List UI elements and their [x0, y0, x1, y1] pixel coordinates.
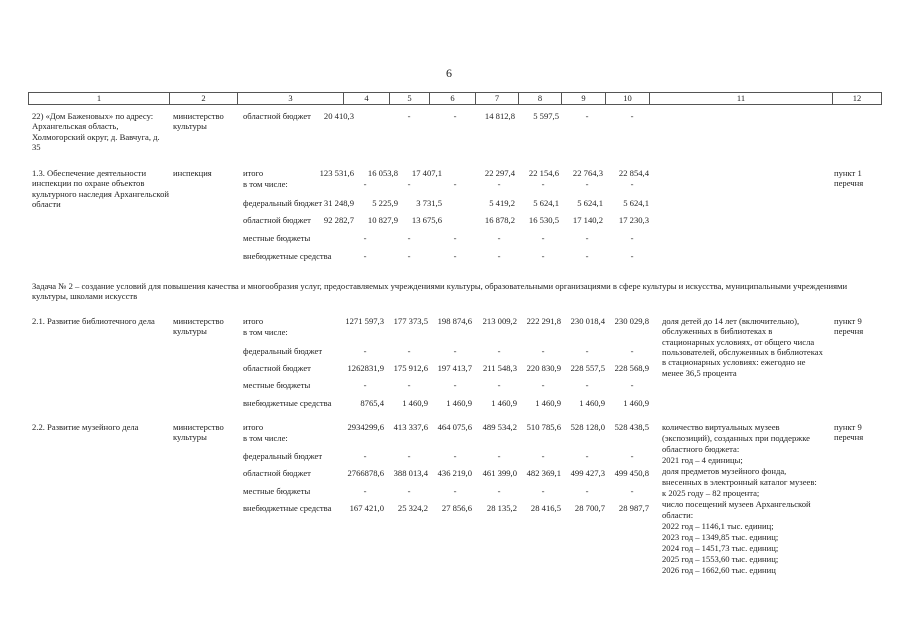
row21-mest: -	[453, 380, 457, 390]
row13-obl: 13 675,6	[411, 215, 442, 225]
row22m-obl: 436 219,0	[437, 468, 472, 478]
row22-value: 14 812,8	[484, 111, 515, 121]
row22m-mest: -	[630, 486, 634, 496]
row22m-source: в том числе:	[243, 433, 288, 443]
row22m-source: федеральный бюджет	[243, 451, 323, 461]
row21-source: итого	[243, 316, 264, 326]
row22m-indicator-line: количество виртуальных музеев	[662, 422, 780, 432]
row22-value: 5 597,5	[533, 111, 559, 121]
row22m-vne: 25 324,2	[397, 503, 428, 513]
row22m-obl: 2766878,6	[347, 468, 384, 478]
row22m-obl: 499 450,8	[614, 468, 649, 478]
row21-fed: -	[497, 346, 501, 356]
row21-fed: -	[453, 346, 457, 356]
row22m-fed: -	[541, 451, 545, 461]
row22m-vne: 28 135,2	[486, 503, 517, 513]
row22m-fed: -	[497, 451, 501, 461]
row21-fed: -	[630, 346, 634, 356]
row21-obl: 175 912,6	[393, 363, 428, 373]
row13-mest: -	[363, 233, 367, 243]
row13-sub: -	[630, 179, 634, 189]
row22-value: -	[585, 111, 589, 121]
row22m-mest: -	[363, 486, 367, 496]
row22m-source: итого	[243, 422, 264, 432]
row22m-mest: -	[407, 486, 411, 496]
row22-value: -	[453, 111, 457, 121]
row21-vne: 1 460,9	[579, 398, 605, 408]
row22m-indicator-line: 2022 год – 1146,1 тыс. единиц;	[662, 521, 774, 531]
header-cell: 2	[169, 93, 237, 104]
page-number: 6	[446, 66, 452, 80]
row22m-vne: 167 421,0	[349, 503, 384, 513]
row21-vne: 1 460,9	[535, 398, 561, 408]
row21-obl: 228 568,9	[614, 363, 649, 373]
row22m-obl: 499 427,3	[570, 468, 605, 478]
row21-obl: 197 413,7	[437, 363, 472, 373]
row13-fed: 5 624,1	[577, 198, 603, 208]
row22m-indicator-line: 2023 год – 1349,85 тыс. единиц;	[662, 532, 779, 542]
row13-source: местные бюджеты	[243, 233, 311, 243]
row22m-indicator-line: 2025 год – 1553,60 тыс. единиц;	[662, 554, 779, 564]
row22m-indicator-line: областного бюджета:	[662, 444, 740, 454]
header-cell: 8	[518, 93, 561, 104]
row21-source: внебюджетные средства	[243, 398, 332, 408]
row21-mest: -	[407, 380, 411, 390]
row22-source: областной бюджет	[243, 111, 311, 121]
row13-total: 22 154,6	[528, 168, 559, 178]
row21-total: 222 291,8	[526, 316, 561, 326]
row22-name: 22) «Дом Баженовых» по адресу: Архангельская область, Холмогорский округ, д. Вавчуга, д. 35	[32, 111, 160, 152]
row21-mest: -	[585, 380, 589, 390]
row21-obl: 1262831,9	[347, 363, 384, 373]
row21-vne: 1 460,9	[446, 398, 472, 408]
row22m-indicator-line: внесенных в электронный каталог музеев:	[662, 477, 817, 487]
row22m-vne: 28 987,7	[618, 503, 649, 513]
row21-obl: 228 557,5	[570, 363, 605, 373]
row22m-total: 489 534,2	[482, 422, 517, 432]
row22m-fed: -	[585, 451, 589, 461]
row22m-fed: -	[407, 451, 411, 461]
row22m-ref: пункт 9 перечня	[834, 422, 864, 443]
row13-vne: -	[453, 251, 457, 261]
row13-obl: 92 282,7	[323, 215, 354, 225]
row21-source: федеральный бюджет	[243, 346, 323, 356]
row22m-obl: 461 399,0	[482, 468, 517, 478]
row21-vne: 8765,4	[360, 398, 384, 408]
row22m-total: 528 128,0	[570, 422, 605, 432]
row22m-executor: министерство культуры	[173, 422, 224, 443]
row21-ref: пункт 9 перечня	[834, 316, 864, 337]
row22m-obl: 388 013,4	[393, 468, 428, 478]
row13-ref: пункт 1 перечня	[834, 168, 864, 189]
row22m-total: 510 785,6	[526, 422, 561, 432]
row21-total: 198 874,6	[437, 316, 472, 326]
row13-sub: -	[363, 179, 367, 189]
row13-fed: 5 419,2	[489, 198, 515, 208]
row13-total: 123 531,6	[319, 168, 354, 178]
task2-heading: Задача № 2 – создание условий для повышения качества и многообразия услуг, предоставляемых учреждениями культуры, образовательными организациями в сфере культуры и искусства, муниципальными учреждениями культуры, школами искусств	[32, 281, 848, 302]
row13-source: итого	[243, 168, 264, 178]
row21-fed: -	[585, 346, 589, 356]
row13-obl: 16 530,5	[528, 215, 559, 225]
row13-total: 16 053,8	[367, 168, 398, 178]
row22-value: -	[630, 111, 634, 121]
row13-vne: -	[363, 251, 367, 261]
row21-vne: 1 460,9	[402, 398, 428, 408]
row13-mest: -	[497, 233, 501, 243]
row13-source: федеральный бюджет	[243, 198, 323, 208]
row13-obl: 17 230,3	[618, 215, 649, 225]
header-cell: 1	[96, 93, 102, 103]
row21-mest: -	[541, 380, 545, 390]
row22m-mest: -	[541, 486, 545, 496]
row13-vne: -	[630, 251, 634, 261]
row22m-indicator-line: к 2025 году – 82 процента;	[662, 488, 760, 498]
header-cell: 12	[832, 93, 881, 104]
row21-total: 230 029,8	[614, 316, 649, 326]
row22-value: 20 410,3	[323, 111, 354, 121]
row13-mest: -	[541, 233, 545, 243]
row22m-fed: -	[363, 451, 367, 461]
row21-mest: -	[497, 380, 501, 390]
row13-total: 22 764,3	[572, 168, 603, 178]
row22m-source: областной бюджет	[243, 468, 311, 478]
row13-mest: -	[585, 233, 589, 243]
row22m-indicator-line: доля предметов музейного фонда,	[662, 466, 787, 476]
row21-total: 177 373,5	[393, 316, 428, 326]
row13-obl: 16 878,2	[484, 215, 515, 225]
row22m-vne: 28 700,7	[574, 503, 605, 513]
row21-source: в том числе:	[243, 327, 288, 337]
row13-vne: -	[407, 251, 411, 261]
row13-total: 22 854,4	[618, 168, 649, 178]
header-cell: 5	[389, 93, 429, 104]
row22m-source: местные бюджеты	[243, 486, 311, 496]
row21-executor: министерство культуры	[173, 316, 224, 337]
row21-mest: -	[630, 380, 634, 390]
row22m-total: 464 075,6	[437, 422, 472, 432]
row13-source: в том числе:	[243, 179, 288, 189]
header-cell: 9	[561, 93, 605, 104]
row13-fed: 3 731,5	[416, 198, 442, 208]
row21-fed: -	[363, 346, 367, 356]
row13-source: внебюджетные средства	[243, 251, 332, 261]
row13-sub: -	[541, 179, 545, 189]
row22m-total: 2934299,6	[347, 422, 384, 432]
row21-total: 213 009,2	[482, 316, 517, 326]
row13-fed: 5 624,1	[533, 198, 559, 208]
row22m-name: 2.2. Развитие музейного дела	[32, 422, 139, 432]
row22m-mest: -	[453, 486, 457, 496]
row13-executor: инспекция	[173, 168, 212, 178]
row22m-obl: 482 369,1	[526, 468, 561, 478]
row22m-total: 413 337,6	[393, 422, 428, 432]
row13-obl: 10 827,9	[367, 215, 398, 225]
row22m-indicator-line: области:	[662, 510, 694, 520]
row21-vne: 1 460,9	[623, 398, 649, 408]
row22m-indicator-line: (экспозиций), созданных при поддержке	[662, 433, 810, 443]
row13-total: 17 407,1	[411, 168, 442, 178]
row21-obl: 220 830,9	[526, 363, 561, 373]
row22m-source: внебюджетные средства	[243, 503, 332, 513]
row13-fed: 5 624,1	[623, 198, 649, 208]
row22m-fed: -	[630, 451, 634, 461]
row22m-total: 528 438,5	[614, 422, 649, 432]
row22m-vne: 27 856,6	[441, 503, 472, 513]
row21-source: областной бюджет	[243, 363, 311, 373]
row21-source: местные бюджеты	[243, 380, 311, 390]
header-cell: 10	[605, 93, 649, 104]
header-cell: 3	[237, 93, 343, 104]
row13-fed: 5 225,9	[372, 198, 398, 208]
row21-name: 2.1. Развитие библиотечного дела	[32, 316, 155, 326]
row13-sub: -	[585, 179, 589, 189]
row22m-indicator-line: 2024 год – 1451,73 тыс. единиц;	[662, 543, 779, 553]
row13-obl: 17 140,2	[572, 215, 603, 225]
table-header	[28, 92, 882, 105]
row13-total: 22 297,4	[484, 168, 515, 178]
header-cell: 11	[649, 93, 832, 104]
row21-total: 230 018,4	[570, 316, 605, 326]
row13-source: областной бюджет	[243, 215, 311, 225]
row13-fed: 31 248,9	[323, 198, 354, 208]
row13-mest: -	[630, 233, 634, 243]
header-cell: 6	[429, 93, 475, 104]
row13-vne: -	[541, 251, 545, 261]
row21-vne: 1 460,9	[491, 398, 517, 408]
row22m-indicator-line: число посещений музеев Архангельской	[662, 499, 811, 509]
row21-indicator: доля детей до 14 лет (включительно), обслуженных в библиотеках в стационарных условиях, от общего числа пользователей, обслуженных в библиотеках в стационарных условиях: ежегодно не менее 36,5 процента	[662, 316, 823, 378]
row21-fed: -	[407, 346, 411, 356]
row13-vne: -	[497, 251, 501, 261]
row21-obl: 211 548,3	[482, 363, 517, 373]
header-cell: 7	[475, 93, 518, 104]
row21-fed: -	[541, 346, 545, 356]
row13-sub: -	[407, 179, 411, 189]
row13-mest: -	[407, 233, 411, 243]
row22m-mest: -	[497, 486, 501, 496]
row13-sub: -	[453, 179, 457, 189]
header-cell: 4	[343, 93, 389, 104]
row22-executor: министерство культуры	[173, 111, 224, 132]
row13-sub: -	[497, 179, 501, 189]
row22m-vne: 28 416,5	[530, 503, 561, 513]
row22m-indicator-line: 2021 год – 4 единицы;	[662, 455, 743, 465]
row13-vne: -	[585, 251, 589, 261]
row22m-indicator-line: 2026 год – 1662,60 тыс. единиц	[662, 565, 776, 575]
row13-mest: -	[453, 233, 457, 243]
row22m-mest: -	[585, 486, 589, 496]
row21-mest: -	[363, 380, 367, 390]
row13-name: 1.3. Обеспечение деятельности инспекции по охране объектов культурного наследия Архангельской области	[32, 168, 170, 209]
row21-total: 1271 597,3	[345, 316, 384, 326]
row22-value: -	[407, 111, 411, 121]
row22m-fed: -	[453, 451, 457, 461]
